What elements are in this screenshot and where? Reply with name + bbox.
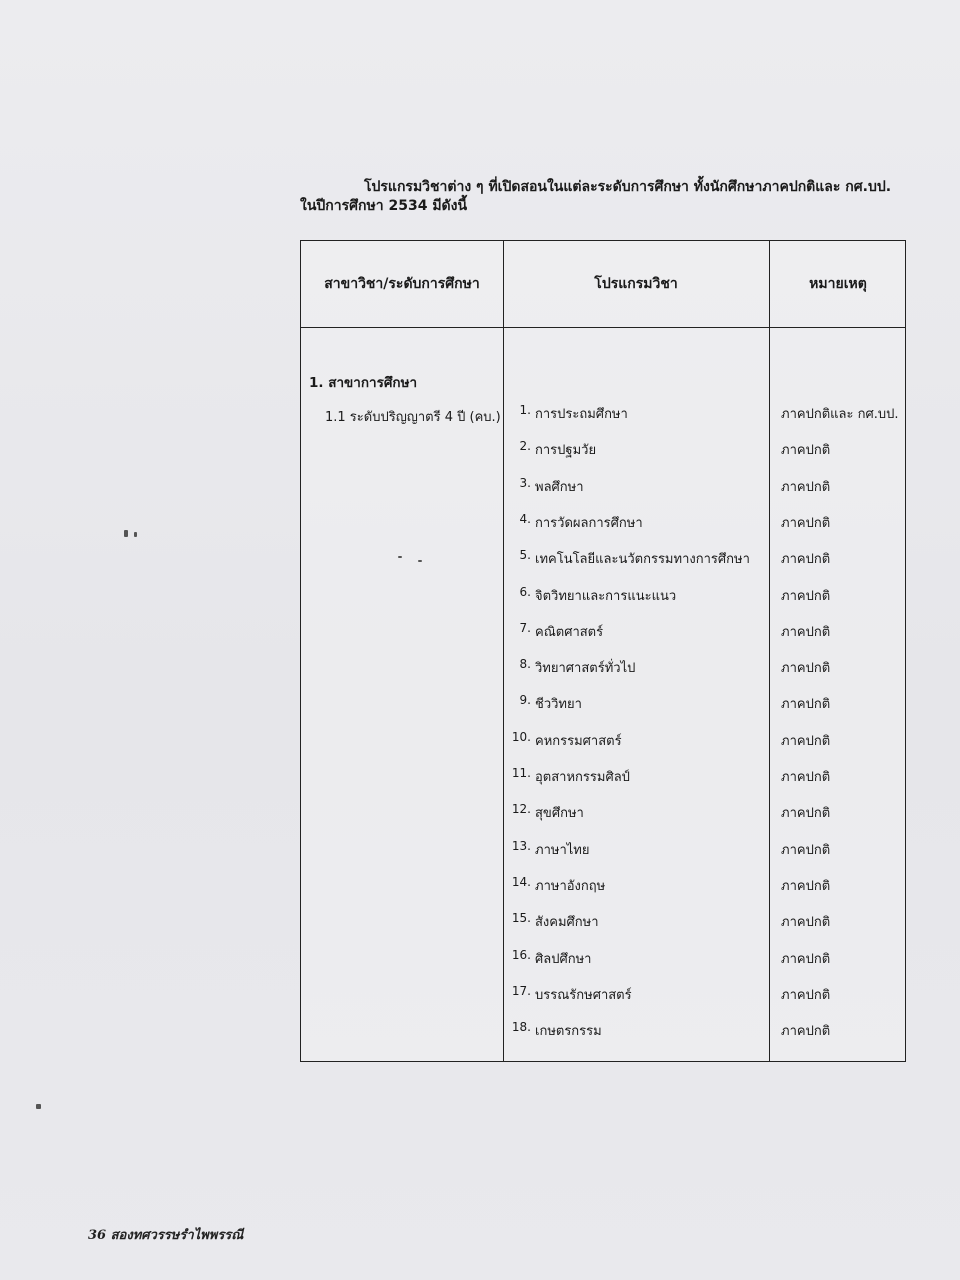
programs-table bbox=[300, 240, 906, 1062]
row-number: 18. bbox=[511, 1020, 531, 1035]
row-number: 11. bbox=[511, 766, 531, 780]
scan-speck bbox=[398, 556, 402, 558]
column-divider-2 bbox=[769, 241, 770, 1061]
subsection-title: 1.1 ระดับปริญญาตรี 4 ปี (คบ.) bbox=[325, 410, 501, 425]
row-number: 9. bbox=[519, 693, 531, 708]
row-number: 8. bbox=[519, 657, 531, 672]
remark: ภาคปกติ bbox=[781, 770, 831, 785]
program-name: ภาษาไทย bbox=[535, 842, 590, 858]
table-row bbox=[301, 948, 905, 968]
row-number: 7. bbox=[519, 620, 531, 635]
remark: ภาคปกติ bbox=[781, 443, 831, 459]
scan-speck bbox=[134, 532, 137, 537]
program-name: การวัดผลการศึกษา bbox=[535, 515, 643, 531]
remark: ภาคปกติ bbox=[781, 878, 831, 894]
table-row bbox=[301, 802, 905, 822]
program-name: อุตสาหกรรมศิลป์ bbox=[535, 770, 630, 785]
program-name: คณิตศาสตร์ bbox=[535, 624, 604, 640]
remark: ภาคปกติและ กศ.บป. bbox=[781, 407, 899, 422]
remark: ภาคปกติ bbox=[781, 733, 831, 749]
remark: ภาคปกติ bbox=[781, 697, 831, 713]
table-row bbox=[301, 839, 905, 859]
remark: ภาคปกติ bbox=[781, 624, 831, 640]
program-name: ชีววิทยา bbox=[535, 697, 582, 713]
row-number: 12. bbox=[511, 802, 531, 817]
header-divider bbox=[301, 327, 905, 328]
row-number: 3. bbox=[519, 475, 531, 490]
program-name: วิทยาศาสตร์ทั่วไป bbox=[535, 661, 636, 677]
column-divider-1 bbox=[503, 241, 504, 1061]
intro-line-2: ในปีการศึกษา 2534 มีดังนี้ bbox=[300, 198, 468, 214]
program-name: จิตวิทยาและการแนะแนว bbox=[535, 588, 677, 604]
remark: ภาคปกติ bbox=[781, 806, 831, 822]
program-name: เกษตรกรรม bbox=[535, 1024, 602, 1040]
table-row bbox=[301, 693, 905, 713]
row-number: 16. bbox=[511, 947, 531, 962]
program-name: การประถมศึกษา bbox=[535, 407, 628, 422]
section-title: 1. สาขาการศึกษา bbox=[309, 375, 418, 391]
remark: ภาคปกติ bbox=[781, 588, 831, 604]
row-number: 15. bbox=[511, 911, 531, 926]
row-number: 5. bbox=[519, 548, 531, 563]
header-program: โปรแกรมวิชา bbox=[594, 276, 678, 292]
remark: ภาคปกติ bbox=[781, 479, 831, 495]
row-number: 17. bbox=[511, 983, 531, 998]
scan-speck bbox=[36, 1104, 41, 1109]
row-number: 14. bbox=[511, 874, 531, 889]
row-number: 10. bbox=[511, 729, 531, 744]
row-number: 13. bbox=[511, 838, 531, 853]
table-row bbox=[301, 476, 905, 496]
table-row bbox=[301, 984, 905, 1004]
intro-line-1: โปรแกรมวิชาต่าง ๆ ที่เปิดสอนในแต่ละระดับการศึกษา ทั้งนักศึกษาภาคปกติและ กศ.บป. bbox=[364, 179, 892, 195]
table-row bbox=[301, 585, 905, 605]
remark: ภาคปกติ bbox=[781, 915, 831, 931]
remark: ภาคปกติ bbox=[781, 552, 831, 568]
program-name: การปฐมวัย bbox=[535, 443, 597, 459]
row-number: 1. bbox=[519, 403, 531, 417]
row-number: 4. bbox=[519, 511, 531, 526]
program-name: เทคโนโลยีและนวัตกรรมทางการศึกษา bbox=[535, 552, 750, 568]
scan-speck bbox=[418, 560, 422, 562]
table-row bbox=[301, 548, 905, 568]
row-number: 2. bbox=[519, 439, 531, 454]
header-remark: หมายเหตุ bbox=[809, 276, 867, 292]
remark: ภาคปกติ bbox=[781, 951, 831, 967]
table-row bbox=[301, 657, 905, 677]
table-row bbox=[301, 730, 905, 750]
header-field-level: สาขาวิชา/ระดับการศึกษา bbox=[324, 276, 480, 292]
remark: ภาคปกติ bbox=[781, 661, 831, 677]
remark: ภาคปกติ bbox=[781, 987, 831, 1003]
table-row bbox=[301, 766, 905, 786]
table-row bbox=[301, 621, 905, 641]
program-name: สังคมศึกษา bbox=[535, 915, 599, 931]
program-name: พลศึกษา bbox=[535, 479, 584, 495]
intro-paragraph bbox=[300, 178, 920, 216]
scan-speck bbox=[124, 530, 128, 537]
program-name: ภาษาอังกฤษ bbox=[535, 878, 606, 894]
table-row bbox=[301, 911, 905, 931]
program-name: ศิลปศึกษา bbox=[535, 951, 592, 967]
table-row bbox=[301, 512, 905, 532]
row-number: 6. bbox=[519, 584, 531, 599]
table-row bbox=[301, 875, 905, 895]
table-row bbox=[301, 439, 905, 459]
program-name: สุขศึกษา bbox=[535, 806, 584, 822]
table-row bbox=[301, 1020, 905, 1040]
program-name: คหกรรมศาสตร์ bbox=[535, 733, 622, 749]
table-row bbox=[301, 403, 905, 423]
program-name: บรรณรักษศาสตร์ bbox=[535, 987, 632, 1003]
remark: ภาคปกติ bbox=[781, 515, 831, 531]
remark: ภาคปกติ bbox=[781, 842, 831, 858]
remark: ภาคปกติ bbox=[781, 1024, 831, 1040]
page-footer: 36 สองทศวรรษรำไพพรรณี bbox=[88, 1228, 244, 1243]
